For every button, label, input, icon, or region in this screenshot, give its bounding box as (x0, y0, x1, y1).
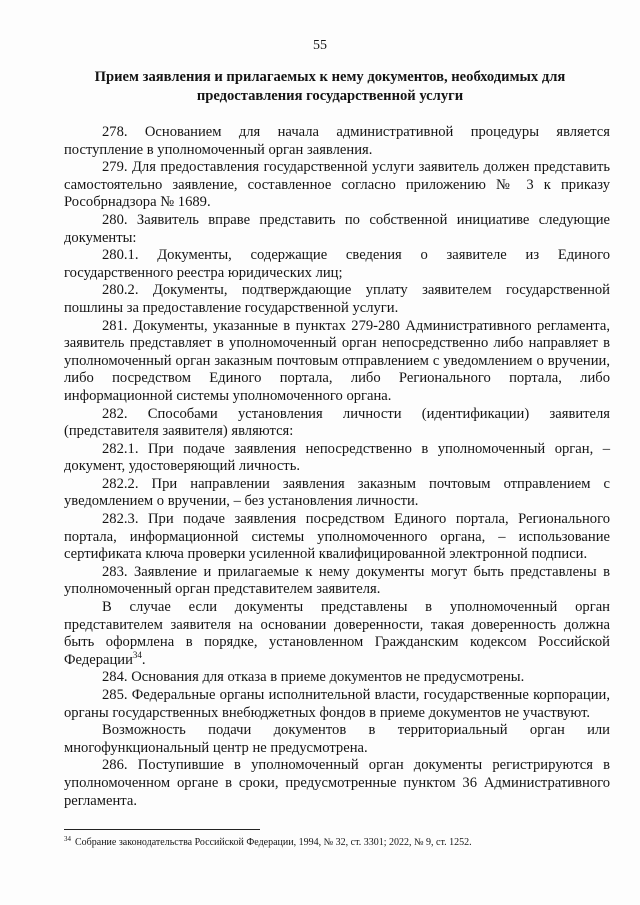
paragraph-280: 280. Заявитель вправе представить по собственной инициативе следующие документы: (64, 211, 610, 246)
footnote-number: 34 (64, 834, 71, 843)
paragraph-283: 283. Заявление и прилагаемые к нему документы могут быть представлены в уполномоченный орган представителем заявителя. (64, 563, 610, 598)
footnote-divider (64, 829, 260, 830)
paragraph-286: 286. Поступившие в уполномоченный орган документы регистрируются в уполномоченном органе в сроки, предусмотренные пунктом 36 Административного регламента. (64, 757, 610, 809)
footnote-text: Собрание законодательства Российской Федерации, 1994, № 32, ст. 3301; 2022, № 9, ст. 1252. (75, 837, 472, 848)
paragraph-285-note: Возможность подачи документов в территориальный орган или многофункциональный центр не предусмотрена. (64, 722, 610, 756)
paragraph-285: 285. Федеральные органы исполнительной власти, государственные корпорации, органы государственных внебюджетных фондов в приеме документов не участвуют. (64, 687, 610, 721)
paragraph-284: 284. Основания для отказа в приеме документов не предусмотрены. (102, 669, 525, 686)
paragraph-282-2: 282.2. При направлении заявления заказным почтовым отправлением с уведомлением о вручении, – без установления личности. (64, 475, 610, 510)
paragraph-278: 278. Основанием для начала административной процедуры является поступление в уполномоченный орган заявления. (64, 124, 610, 158)
paragraph-280-2: 280.2. Документы, подтверждающие уплату заявителем государственной пошлины за предоставление государственной услуги. (64, 282, 610, 316)
paragraph-280-1: 280.1. Документы, содержащие сведения о заявителе из Единого государственного реестра юридических лиц; (64, 247, 610, 281)
paragraph-282-1: 282.1. При подаче заявления непосредственно в уполномоченный орган, – документ, удостоверяющий личность. (64, 440, 610, 475)
paragraph-end-period: . (141, 651, 146, 668)
paragraph-283-proxy-text: В случае если документы представлены в уполномоченный орган представителем заявителя на основании доверенности, такая доверенность должна быть оформлена в порядке, установленном Гражданским кодексом Российской Федерации (64, 599, 610, 668)
footnote (64, 836, 610, 849)
paragraph-282: 282. Способами установления личности (идентификации) заявителя (представителя заявителя) являются: (64, 405, 610, 440)
paragraph-283-proxy (64, 599, 610, 669)
paragraph-279: 279. Для предоставления государственной услуги заявитель должен представить самостоятельно заявление, составленное согласно приложению № 3 к приказу Рособрнадзора № 1689. (64, 159, 610, 211)
section-title: Прием заявления и прилагаемых к нему документов, необходимых для предоставления государственной услуги (94, 69, 566, 104)
footnote-ref[interactable]: 34 (132, 649, 142, 660)
page-number: 55 (313, 38, 327, 53)
paragraph-282-3: 282.3. При подаче заявления посредством Единого портала, Регионального портала, информационной системы уполномоченного органа, – использование сертификата ключа проверки усиленной квалифицированной электронной подписи. (64, 511, 610, 563)
paragraph-281: 281. Документы, указанные в пунктах 279-280 Административного регламента, заявитель представляет в уполномоченный орган непосредственно либо направляет в уполномоченный орган заказным почтовым отправлением с уведомлением о вручении, либо посредством Единого портала, либо Регионального портала, либо информационной системы уполномоченного органа. (64, 317, 610, 404)
document-body (64, 124, 610, 810)
